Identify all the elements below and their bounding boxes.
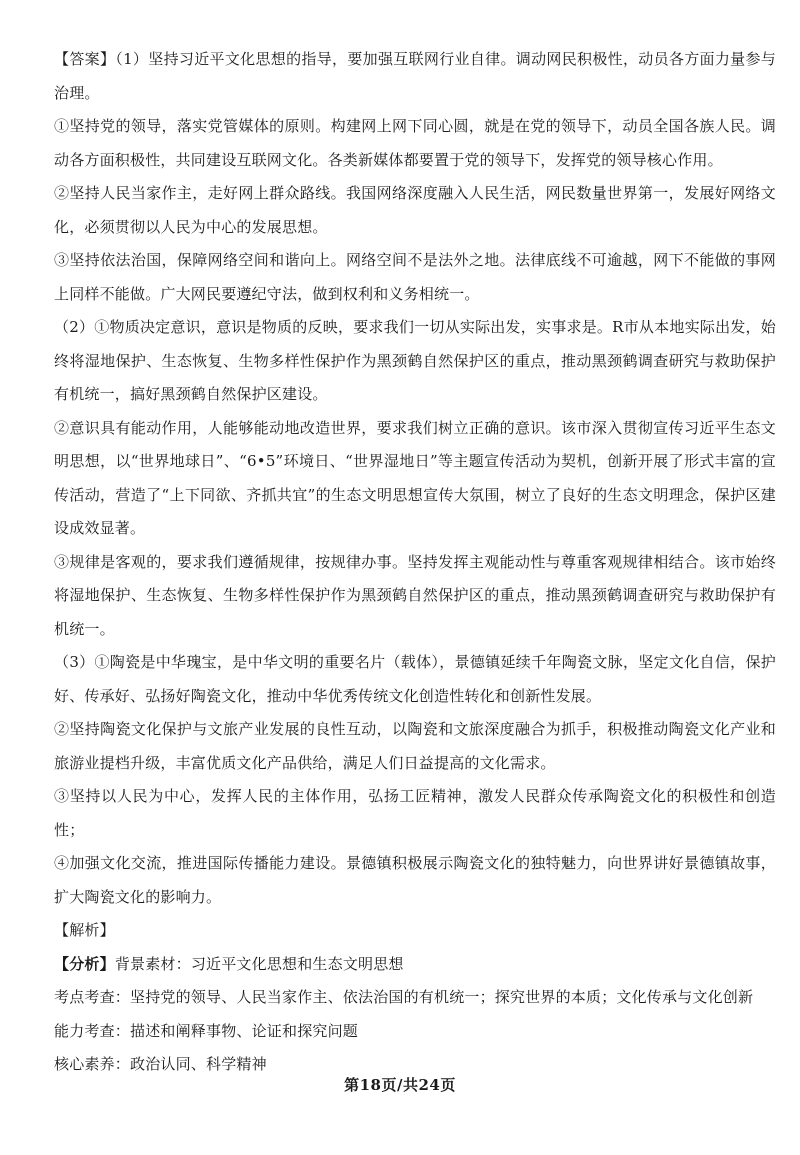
- answer-paragraph-8: （3）①陶瓷是中华瑰宝，是中华文明的重要名片（载体），景德镇延续千年陶瓷文脉，坚定文化自信，保护好、传承好、弘扬好陶瓷文化，推动中华优秀传统文化创造性转化和创新性发展。: [54, 653, 776, 705]
- analysis-hexin: 核心素养：政治认同、科学精神: [54, 1055, 267, 1073]
- answer-paragraph-7: ③规律是客观的，要求我们遵循规律，按规律办事。坚持发挥主观能动性与尊重客观规律相结合。该市始终将湿地保护、生态恢复、生物多样性保护作为黑颈鹤自然保护区的重点，推动黑颈鹤调查研究与救助保护有机统一。: [54, 552, 776, 638]
- answer-content: [54, 43, 776, 1082]
- answer-part1-intro: （1）坚持习近平文化思想的指导，要加强互联网行业自律。调动网民积极性，动员各方面力量参与治理。: [54, 50, 776, 102]
- analysis-label: 【解析】: [54, 921, 115, 939]
- answer-paragraph-1: [54, 43, 776, 110]
- answer-paragraph-10: ③坚持以人民为中心，发挥人民的主体作用，弘扬工匠精神，激发人民群众传承陶瓷文化的积极性和创造性；: [54, 787, 776, 839]
- fenxi-label: 【分析】: [54, 954, 115, 973]
- page-number: 第18页/共24页: [344, 1076, 456, 1094]
- answer-paragraph-3: ②坚持人民当家作主，走好网上群众路线。我国网络深度融入人民生活，网民数量世界第一，发展好网络文化，必须贯彻以人民为中心的发展思想。: [54, 184, 776, 236]
- answer-paragraph-11: ④加强文化交流，推进国际传播能力建设。景德镇积极展示陶瓷文化的独特魅力，向世界讲好景德镇故事，扩大陶瓷文化的影响力。: [54, 854, 776, 906]
- answer-paragraph-5: （2）①物质决定意识，意识是物质的反映，要求我们一切从实际出发，实事求是。R市从本地实际出发，始终将湿地保护、生态恢复、生物多样性保护作为黑颈鹤自然保护区的重点，推动黑颈鹤调查研究与救助保护有机统一，搞好黑颈鹤自然保护区建设。: [54, 318, 776, 403]
- answer-paragraph-2: ①坚持党的领导，落实党管媒体的原则。构建网上网下同心圆，就是在党的领导下，动员全国各族人民。调动各方面积极性，共同建设互联网文化。各类新媒体都要置于党的领导下，发挥党的领导核心作用。: [54, 117, 776, 169]
- analysis-nengli: 能力考查：描述和阐释事物、论证和探究问题: [54, 1021, 359, 1040]
- answer-paragraph-4: ③坚持依法治国，保障网络空间和谐向上。网络空间不是法外之地。法律底线不可逾越，网下不能做的事网上同样不能做。广大网民要遵纪守法，做到权利和义务相统一。: [54, 251, 776, 303]
- analysis-kaodian: 考点考查：坚持党的领导、人民当家作主、依法治国的有机统一；探究世界的本质；文化传承与文化创新: [54, 988, 754, 1006]
- fenxi-text: 背景素材：习近平文化思想和生态文明思想: [114, 954, 404, 973]
- answer-paragraph-9: ②坚持陶瓷文化保护与文旅产业发展的良性互动，以陶瓷和文旅深度融合为抓手，积极推动陶瓷文化产业和旅游业提档升级，丰富优质文化产品供给，满足人们日益提高的文化需求。: [54, 720, 776, 772]
- analysis-fenxi: [54, 948, 776, 982]
- answer-paragraph-6: ②意识具有能动作用，人能够能动地改造世界，要求我们树立正确的意识。该市深入贯彻宣传习近平生态文明思想，以“世界地球日”、“6•5”环境日、“世界湿地日”等主题宣传活动为契机，创新开展了形式丰富的宣传活动，营造了“上下同欲、齐抓共宜”的生态文明思想宣传大氛围，树立了良好的生态文明理念，保护区建设成效显著。: [54, 418, 776, 537]
- answer-label: 【答案】: [54, 50, 116, 68]
